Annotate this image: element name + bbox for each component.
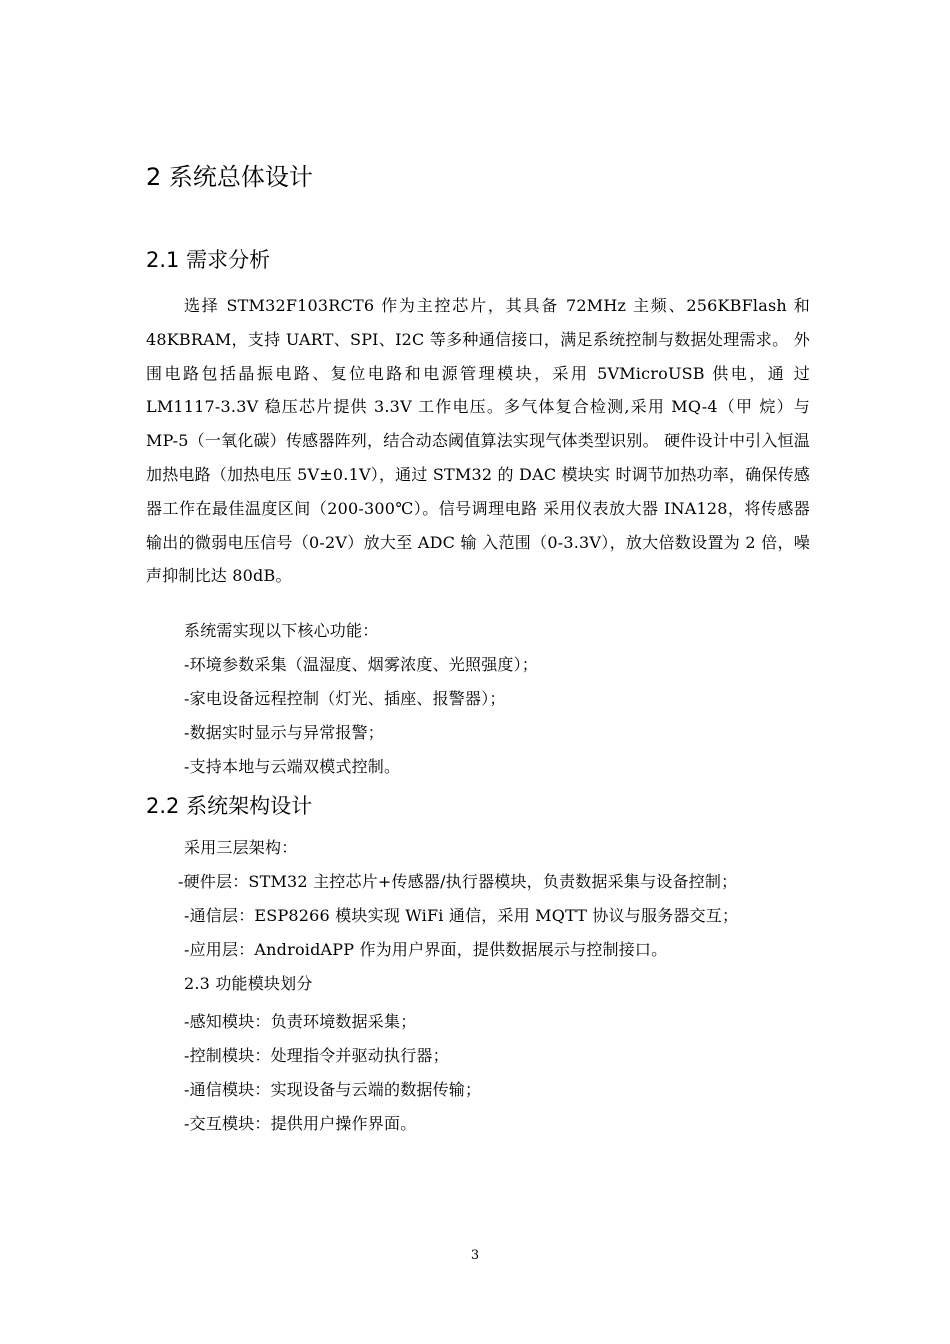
functions-intro: 系统需实现以下核心功能：: [184, 621, 379, 640]
modules-heading: 2.3 功能模块划分: [184, 974, 313, 993]
function-item: -家电设备远程控制（灯光、插座、报警器）；: [184, 689, 506, 708]
function-item: -环境参数采集（温湿度、烟雾浓度、光照强度）；: [184, 655, 539, 674]
architecture-heading: 2.2 系统架构设计: [146, 794, 313, 818]
architecture-layer: -应用层：AndroidAPP 作为用户界面，提供数据展示与控制接口。: [184, 940, 668, 959]
function-item: -支持本地与云端双模式控制。: [184, 757, 401, 776]
page-number: 3: [470, 1248, 480, 1263]
architecture-intro: 采用三层架构：: [184, 838, 298, 857]
module-item: -交互模块：提供用户操作界面。: [184, 1114, 417, 1133]
module-item: -控制模块：处理指令并驱动执行器；: [184, 1046, 449, 1065]
module-item: -通信模块：实现设备与云端的数据传输；: [184, 1080, 482, 1099]
function-item: -数据实时显示与异常报警；: [184, 723, 385, 742]
architecture-layer: -硬件层：STM32 主控芯片+传感器/执行器模块，负责数据采集与设备控制；: [178, 872, 738, 891]
requirements-heading: 2.1 需求分析: [146, 248, 271, 272]
module-item: -感知模块：负责环境数据采集；: [184, 1012, 417, 1031]
requirements-paragraph: 选择 STM32F103RCT6 作为主控芯片，其具备 72MHz 主频、256KBFlash 和 48KBRAM，支持 UART、SPI、I2C 等多种通信接口，满足系统控制与数据处理需求。 外围电路包括晶振电路、复位电路和电源管理模块，采用 5VMicroUSB 供电，通 过 LM1117-3.3V 稳压芯片提供 3.3V 工作电压。多气体复合检测,采用 MQ-4（甲 烷）与 MP-5（一氧化碳）传感器阵列，结合动态阈值算法实现气体类型识别。 硬件设计中引入恒温加热电路（加热电压 5V±0.1V），通过 STM32 的 DAC 模块实 时调节加热功率，确保传感器工作在最佳温度区间（200-300℃）。信号调理电路 采用仪表放大器 INA128，将传感器输出的微弱电压信号（0-2V）放大至 ADC 输 入范围（0-3.3V），放大倍数设置为 2 倍，噪声抑制比达 80dB。: [146, 296, 810, 586]
architecture-layer: -通信层：ESP8266 模块实现 WiFi 通信，采用 MQTT 协议与服务器交互；: [184, 906, 739, 925]
section-title: 2 系统总体设计: [146, 163, 313, 191]
